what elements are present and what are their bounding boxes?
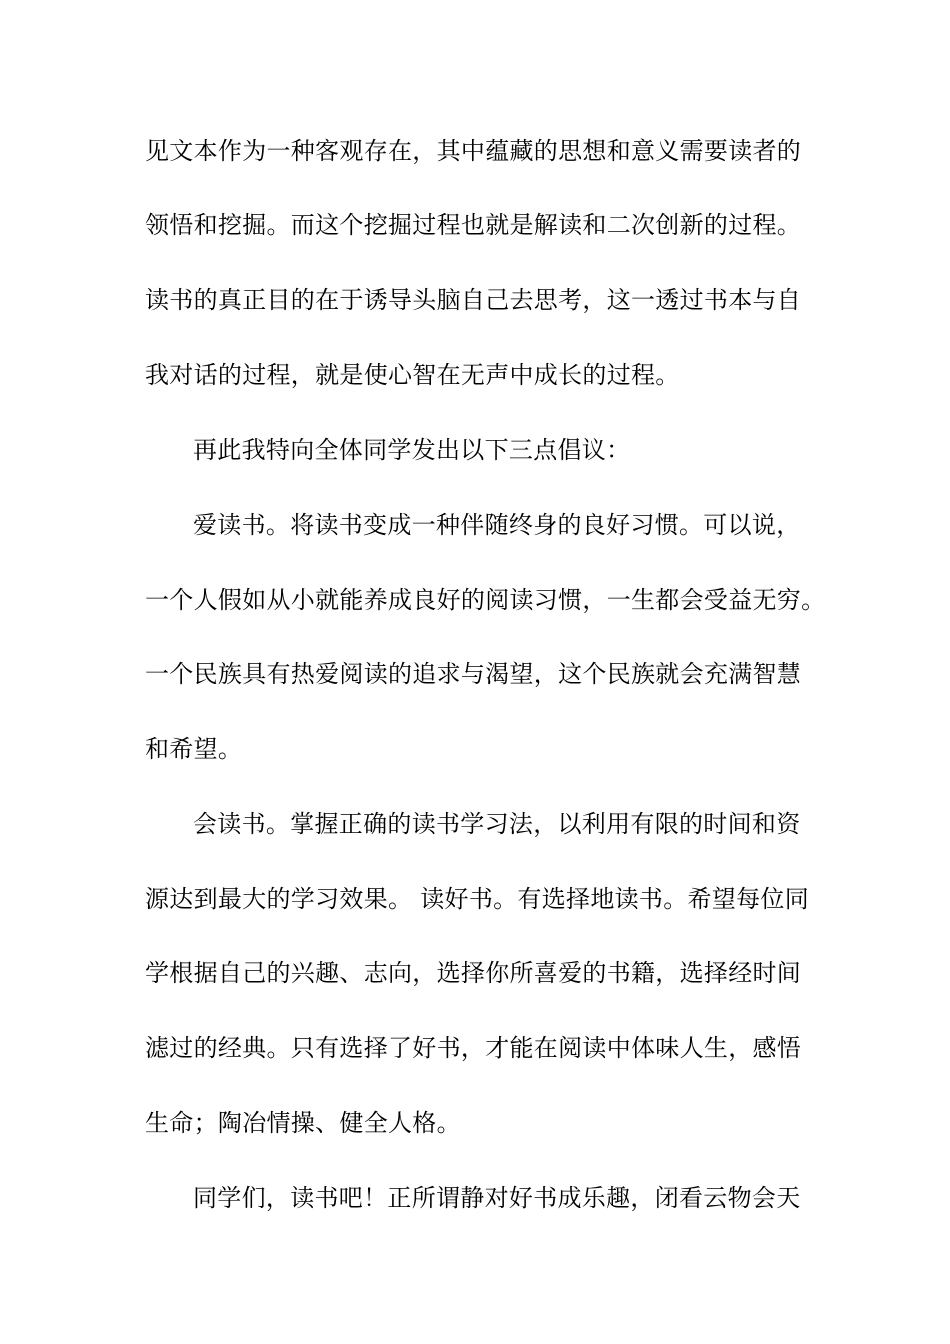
text-line: 一个民族具有热爱阅读的追求与渴望，这个民族就会充满智慧: [145, 660, 802, 688]
text-line: 见文本作为一种客观存在，其中蕴藏的思想和意义需要读者的: [145, 137, 802, 165]
text-line: 和希望。: [145, 735, 243, 763]
paragraph-first-line: 爱读书。将读书变成一种伴随终身的良好习惯。可以说，: [193, 511, 801, 539]
text-line: 读书的真正目的在于诱导头脑自己去思考，这一透过书本与自: [145, 286, 802, 314]
text-line: 滤过的经典。只有选择了好书，才能在阅读中体味人生，感悟: [145, 1034, 802, 1062]
text-line: 源达到最大的学习效果。 读好书。有选择地读书。希望每位同: [145, 885, 810, 913]
paragraph-first-line: 会读书。掌握正确的读书学习法，以利用有限的时间和资: [193, 810, 801, 838]
text-line: 学根据自己的兴趣、志向，选择你所喜爱的书籍，选择经时间: [145, 959, 802, 987]
paragraph-first-line: 再此我特向全体同学发出以下三点倡议：: [193, 436, 631, 464]
text-line: 生命；陶冶情操、健全人格。: [145, 1109, 461, 1137]
text-line: 领悟和挖掘。而这个挖掘过程也就是解读和二次创新的过程。: [145, 211, 802, 239]
text-line: 我对话的过程，就是使心智在无声中成长的过程。: [145, 361, 680, 389]
paragraph-first-line: 同学们，读书吧！正所谓静对好书成乐趣，闭看云物会天: [193, 1184, 801, 1212]
text-line: 一个人假如从小就能养成良好的阅读习惯，一生都会受益无穷。: [145, 586, 826, 614]
